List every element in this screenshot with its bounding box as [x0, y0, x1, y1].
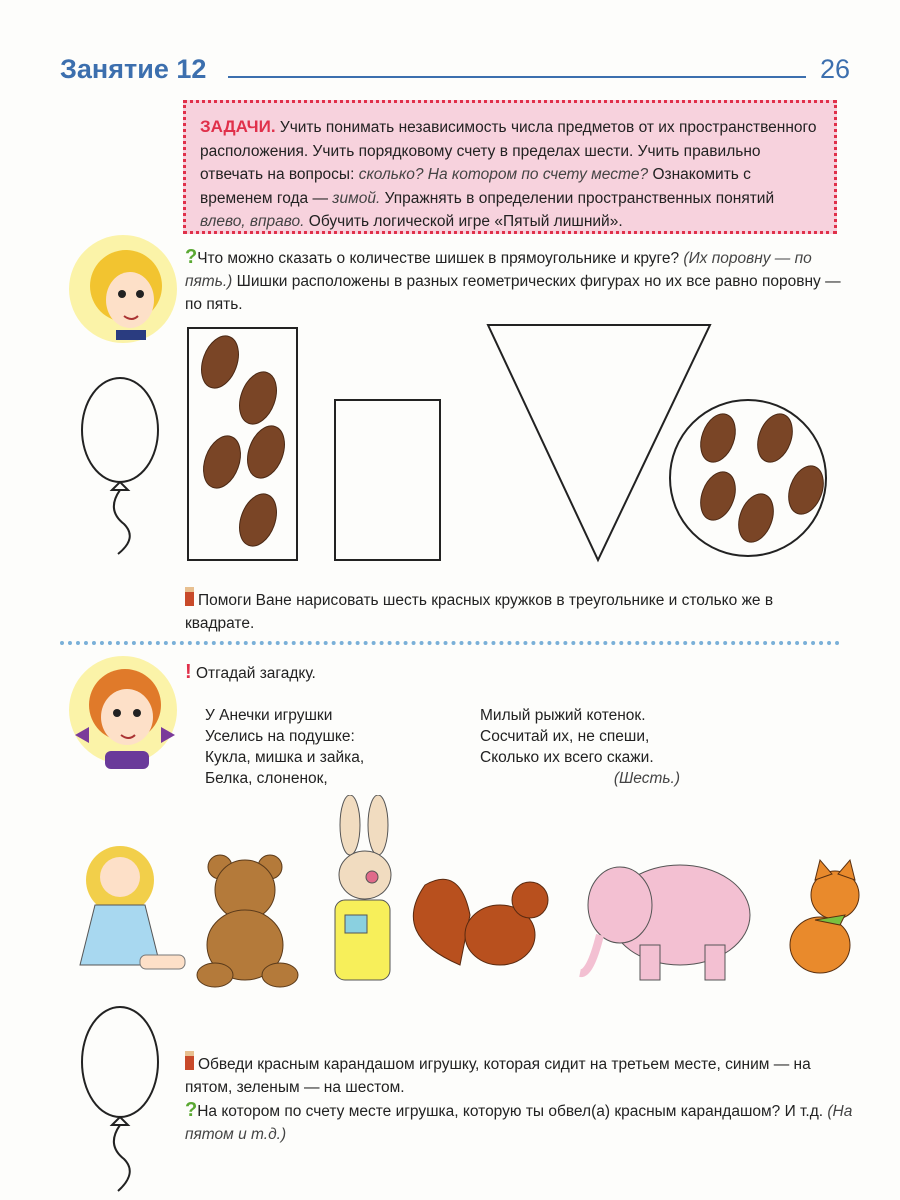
riddle-answer: (Шесть.): [613, 770, 680, 787]
question-answer: (На пятом и т.д.): [185, 1103, 853, 1143]
tasks-italic: влево, вправо.: [200, 213, 305, 230]
poem-line: Милый рыжий котенок.: [480, 707, 646, 724]
riddle-title: [185, 661, 316, 685]
toys-row: [0, 795, 900, 1005]
draw-task: [185, 587, 825, 635]
poem-line: Уселись на подушке:: [205, 728, 355, 745]
triangle-shape: [488, 325, 710, 560]
square-shape: [335, 400, 440, 560]
balloon-icon: [82, 378, 158, 554]
draw-task-text: Помоги Ване нарисовать шесть красных кружков в треугольнике и столько же в квадрате.: [185, 592, 774, 632]
question-icon: ?: [185, 246, 198, 268]
lesson-title: Занятие 12: [60, 54, 207, 84]
question-answer: (Их поровну — по пять.): [185, 250, 812, 290]
circle-task-text: Обведи красным карандашом игрушку, которая сидит на третьем месте, синим — на пятом, зеленым — на шестом.: [185, 1056, 811, 1096]
riddle-column-1: [205, 705, 364, 789]
circle-task: [185, 1051, 855, 1146]
poem-line: Белка, слоненок,: [205, 770, 328, 787]
tasks-italic: сколько? На котором по счету месте?: [358, 166, 649, 183]
elephant-illustration: [580, 865, 750, 980]
question-icon: ?: [185, 1099, 198, 1121]
tasks-italic: зимой.: [332, 189, 381, 207]
squirrel-illustration: [413, 879, 548, 965]
pencil-icon: [185, 1051, 194, 1070]
poem-line: У Анечки игрушки: [205, 707, 333, 724]
exclamation-icon: !: [185, 661, 192, 683]
balloon-icon: [60, 1000, 180, 1195]
question-text: На котором по счету месте игрушка, которую ты обвел(а) красным карандашом? И т.д.: [197, 1103, 828, 1120]
header-rule: [228, 76, 806, 78]
poem-line: Кукла, мишка и зайка,: [205, 749, 365, 766]
riddle-column-2: [480, 705, 680, 789]
question-text: Что можно сказать о количестве шишек в прямоугольнике и круге?: [197, 250, 684, 267]
kitten-illustration: [790, 860, 859, 973]
tasks-box: [183, 100, 837, 234]
section-divider: [60, 641, 840, 645]
pencil-icon: [185, 587, 194, 606]
tasks-text: Учить понимать независимость числа предметов от их пространственного расположения. Учить порядковому счету в пределах шести. Учить правильно отвечать на вопросы:: [200, 119, 817, 183]
doll-illustration: [80, 846, 185, 969]
page-number: 26: [820, 54, 851, 84]
tasks-text: Ознакомить с временем года —: [200, 166, 751, 207]
teddy-bear-illustration: [197, 855, 298, 987]
question-1: [185, 246, 845, 316]
tasks-label: ЗАДАЧИ.: [200, 117, 276, 136]
tasks-text: Упражнять в определении пространственных понятий: [380, 189, 775, 207]
pine-cones: [195, 331, 830, 551]
question-text: Шишки расположены в разных геометрических фигурах но их все равно поровну — по пять.: [185, 273, 841, 313]
tasks-text: Обучить логической игре «Пятый лишний».: [304, 213, 623, 230]
girl-avatar: [65, 655, 185, 773]
bunny-illustration: [335, 795, 391, 980]
riddle-title-text: Отгадай загадку.: [195, 665, 316, 682]
poem-line: Сколько их всего скажи.: [480, 749, 654, 766]
poem-line: Сосчитай их, не спеши,: [480, 728, 650, 745]
shapes-figure: [0, 320, 900, 570]
